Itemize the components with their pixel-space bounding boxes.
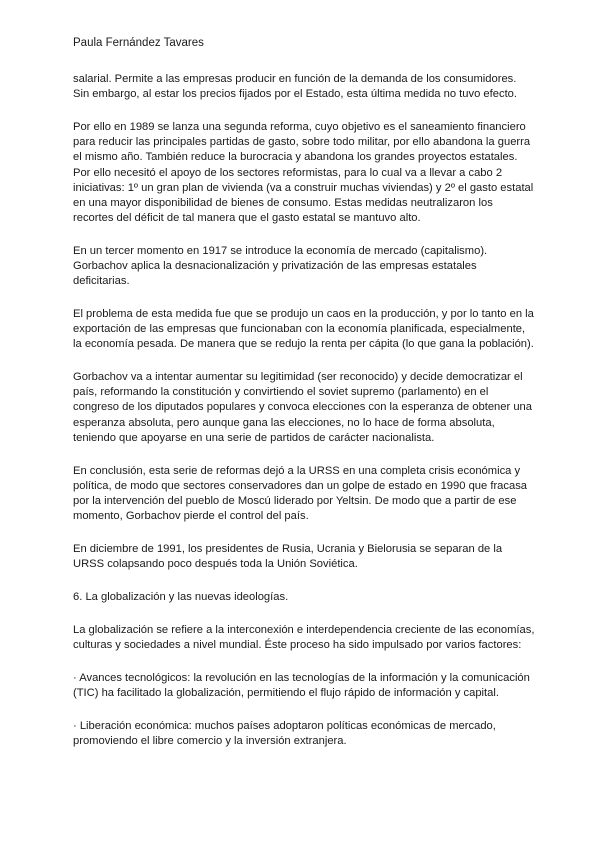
section-heading: 6. La globalización y las nuevas ideologías.: [73, 591, 289, 604]
paragraph: En un tercer momento en 1917 se introduce la economía de mercado (capitalismo). Gorbachov aplica la desnacionalización y privatización de las empresas estatales deficitarias.: [73, 244, 488, 288]
paragraph: salarial. Permite a las empresas producir en función de la demanda de los consumidores. Sin embargo, al estar los precios fijados por el Estado, esta última medida no tuvo efecto.: [73, 73, 518, 101]
bullet-paragraph: · Avances tecnológicos: la revolución en las tecnologías de la información y la comunicación (TIC) ha facilitado la globalización, permitiendo el flujo rápido de información y capital.: [73, 671, 530, 700]
section-paragraph: La globalización se refiere a la interconexión e interdependencia creciente de las economías, culturas y sociedades a nivel mundial. Éste proceso ha sido impulsado por varios factores:: [73, 623, 535, 652]
paragraph: Gorbachov va a intentar aumentar su legitimidad (ser reconocido) y decide democratizar el país, reformando la constitución y convirtiendo el soviet supremo (parlamento) en el congreso de los diputados populares y convoca elecciones con la esperanza de obtener una esperanza absoluta, pero aunque gana las elecciones, no lo hace de forma absoluta, teniendo que apoyarse en una serie de partidos de carácter nacionalista.: [73, 371, 532, 444]
bullet-paragraph: · Liberación económica: muchos países adoptaron políticas económicas de mercado, promoviendo el libre comercio y la inversión extranjera.: [73, 719, 496, 747]
paragraph: Por ello en 1989 se lanza una segunda reforma, cuyo objetivo es el saneamiento financiero para reducir las principales partidas de gasto, sobre todo militar, por ello abandona la guerra el mismo año. También reduce la burocracia y abandona los grandes proyectos estatales. Por ello necesitó el apoyo de los sectores reformistas, para lo cual va a llevar a cabo 2 iniciativas: 1º un gran plan de vivienda (va a construir muchas viviendas) y 2º el gasto estatal en una mayor disponibilidad de bienes de consumo. Estas medidas neutralizaron los recortes del déficit de tal manera que el gasto estatal se mantuvo alto.: [73, 120, 534, 225]
page-header-author: Paula Fernández Tavares: [73, 37, 204, 49]
paragraph: En conclusión, esta serie de reformas dejó a la URSS en una completa crisis económica y política, de modo que sectores conservadores dan un golpe de estado en 1990 que fracasa por la intervención del pueblo de Moscú liderado por Yeltsin. De modo que a partir de ese momento, Gorbachov pierde el control del país.: [73, 464, 528, 523]
paragraph: El problema de esta medida fue que se produjo un caos en la producción, y por lo tanto en la exportación de las empresas que funcionaban con la economía planificada, especialmente, la economía pesada. De manera que se redujo la renta per cápita (lo que gana la población).: [73, 307, 534, 351]
paragraph: En diciembre de 1991, los presidentes de Rusia, Ucrania y Bielorusia se separan de la URSS colapsando poco después toda la Unión Soviética.: [73, 542, 503, 571]
document-body: [73, 72, 535, 767]
